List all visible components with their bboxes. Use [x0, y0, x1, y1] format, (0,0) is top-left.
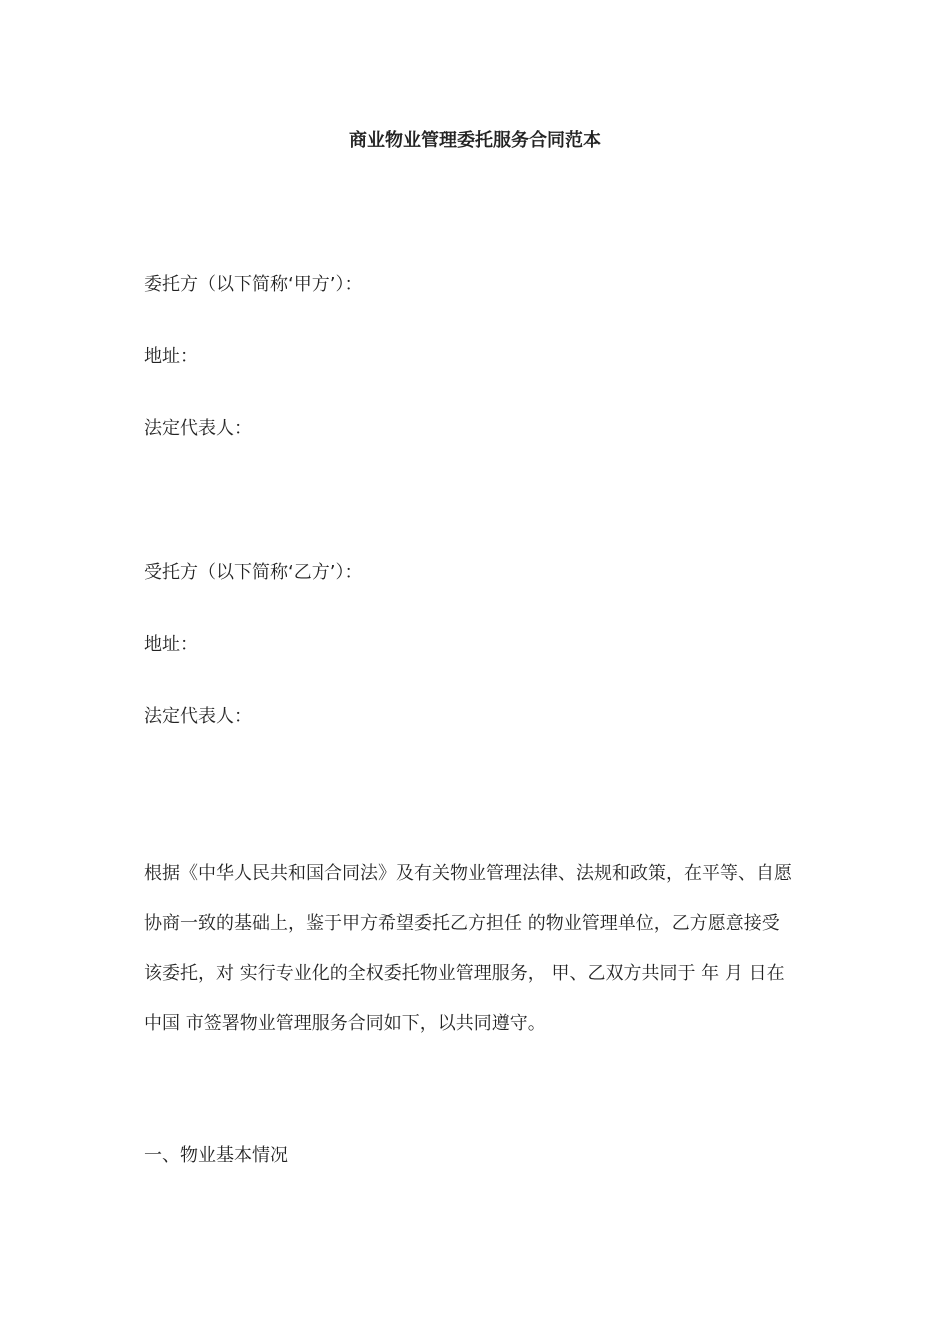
preamble-line: 协商一致的基础上，鉴于甲方希望委托乙方担任 的物业管理单位，乙方愿意接受: [144, 913, 780, 934]
party-a-heading: 委托方（以下简称‘甲方’）：: [144, 274, 363, 295]
preamble-line: 根据《中华人民共和国合同法》及有关物业管理法律、法规和政策，在平等、自愿: [144, 863, 792, 884]
preamble-paragraph: [144, 849, 809, 1049]
party-a-representative: 法定代表人：: [144, 418, 252, 439]
party-b-heading: 受托方（以下简称‘乙方’）：: [144, 562, 363, 583]
party-b-address: 地址：: [144, 634, 198, 655]
party-a-address: 地址：: [144, 346, 198, 367]
section-1-heading: 一、物业基本情况: [144, 1145, 288, 1166]
preamble-line: 中国 市签署物业管理服务合同如下，以共同遵守。: [144, 1013, 546, 1034]
party-b-representative: 法定代表人：: [144, 706, 252, 727]
preamble-line: 该委托，对 实行专业化的全权委托物业管理服务， 甲、乙双方共同于 年 月 日在: [144, 963, 785, 984]
document-title: 商业物业管理委托服务合同范本: [349, 130, 601, 151]
